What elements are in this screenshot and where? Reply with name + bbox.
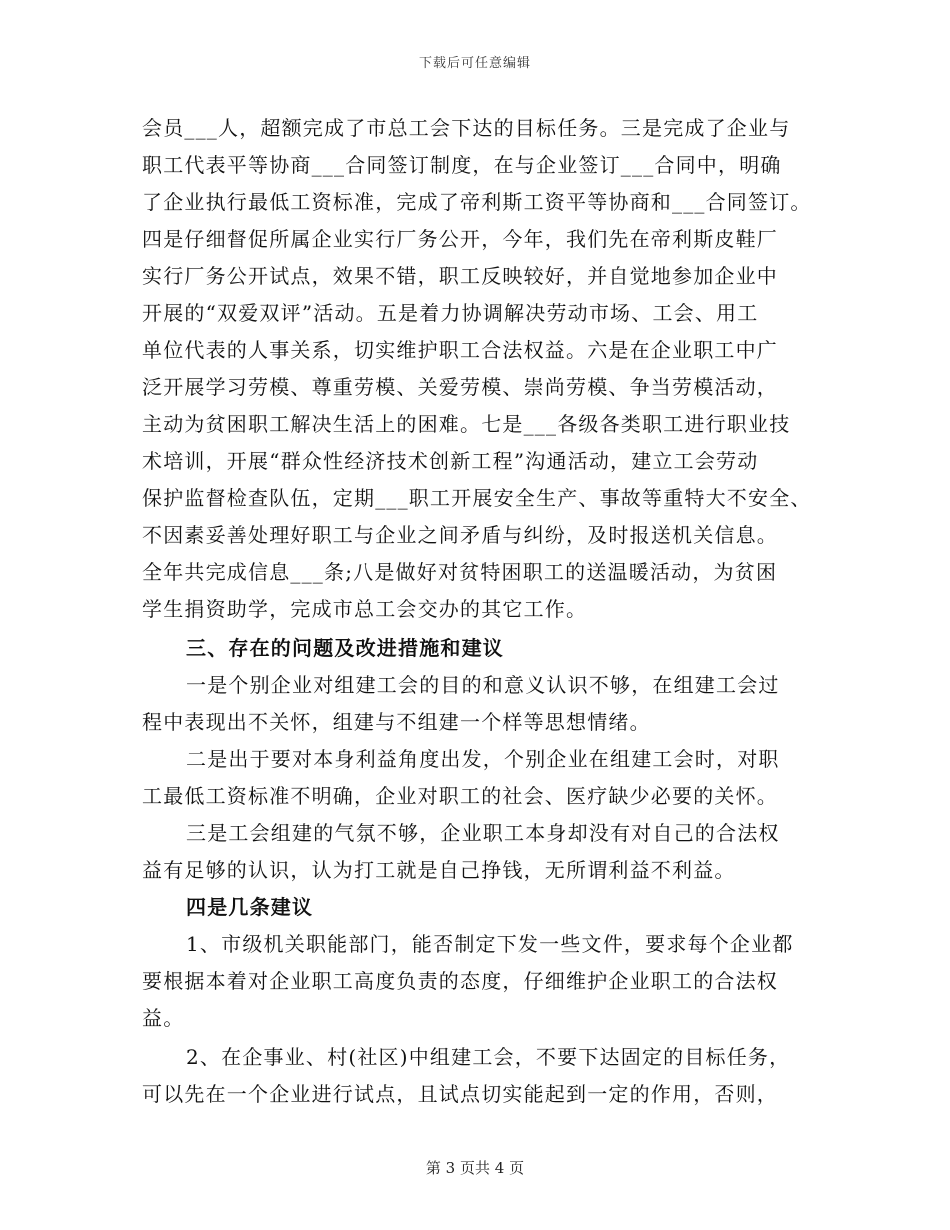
- body-line: 泛开展学习劳模、尊重劳模、关爱劳模、崇尚劳模、争当劳模活动，: [142, 375, 778, 399]
- body-line: 1、市级机关职能部门，能否制定下发一些文件，要求每个企业都: [186, 932, 794, 956]
- body-line: 三是工会组建的气氛不够，企业职工本身却没有对自己的合法权: [186, 821, 780, 845]
- body-line: 会员___人，超额完成了市总工会下达的目标任务。三是完成了企业与: [142, 116, 791, 140]
- body-line: 二是出于要对本身利益角度出发，个别企业在组建工会时，对职: [186, 747, 780, 771]
- body-line: 工最低工资标准不明确，企业对职工的社会、医疗缺少必要的关怀。: [142, 784, 778, 808]
- body-line: 要根据本着对企业职工高度负责的态度，仔细维护企业职工的合法权: [142, 969, 778, 993]
- body-line: 学生捐资助学，完成市总工会交办的其它工作。: [142, 597, 588, 621]
- section-heading: 四是几条建议: [186, 895, 314, 919]
- body-line: 保护监督检查队伍，定期___职工开展安全生产、事故等重特大不安全、: [142, 486, 812, 510]
- body-line: 单位代表的人事关系，切实维护职工合法权益。六是在企业职工中广: [142, 338, 778, 362]
- body-line: 程中表现出不关怀，组建与不组建一个样等思想情绪。: [142, 710, 651, 734]
- body-line: 2、在企事业、村(社区)中组建工会，不要下达固定的目标任务，: [186, 1045, 791, 1069]
- body-line: 四是仔细督促所属企业实行厂务公开，今年，我们先在帝利斯皮鞋厂: [142, 227, 778, 251]
- body-line: 开展的“双爱双评”活动。五是着力协调解决劳动市场、工会、用工: [142, 301, 759, 325]
- page-header: 下载后可任意编辑: [418, 56, 531, 71]
- body-line: 益有足够的认识，认为打工就是自己挣钱，无所谓利益不利益。: [142, 858, 736, 882]
- body-line: 可以先在一个企业进行试点，且试点切实能起到一定的作用，否则，: [142, 1082, 778, 1106]
- body-line: 不因素妥善处理好职工与企业之间矛盾与纠纷，及时报送机关信息。: [142, 523, 778, 547]
- body-line: 全年共完成信息___条;八是做好对贫特困职工的送温暖活动，为贫困: [142, 560, 778, 584]
- body-line: 术培训，开展“群众性经济技术创新工程”沟通活动，建立工会劳动: [142, 449, 759, 473]
- body-line: 实行厂务公开试点，效果不错，职工反映较好，并自觉地参加企业中: [142, 264, 778, 288]
- body-line: 职工代表平等协商___合同签订制度，在与企业签订___合同中，明确: [142, 153, 782, 177]
- body-line: 主动为贫困职工解决生活上的困难。七是___各级各类职工进行职业技: [142, 412, 791, 436]
- body-line: 一是个别企业对组建工会的目的和意义认识不够，在组建工会过: [186, 673, 780, 697]
- section-heading: 三、存在的问题及改进措施和建议: [186, 636, 504, 660]
- body-line: 益。: [142, 1006, 185, 1030]
- body-line: 了企业执行最低工资标准，完成了帝利斯工资平等协商和___合同签订。: [142, 190, 812, 214]
- page-footer: 第 3 页共 4 页: [425, 1159, 525, 1177]
